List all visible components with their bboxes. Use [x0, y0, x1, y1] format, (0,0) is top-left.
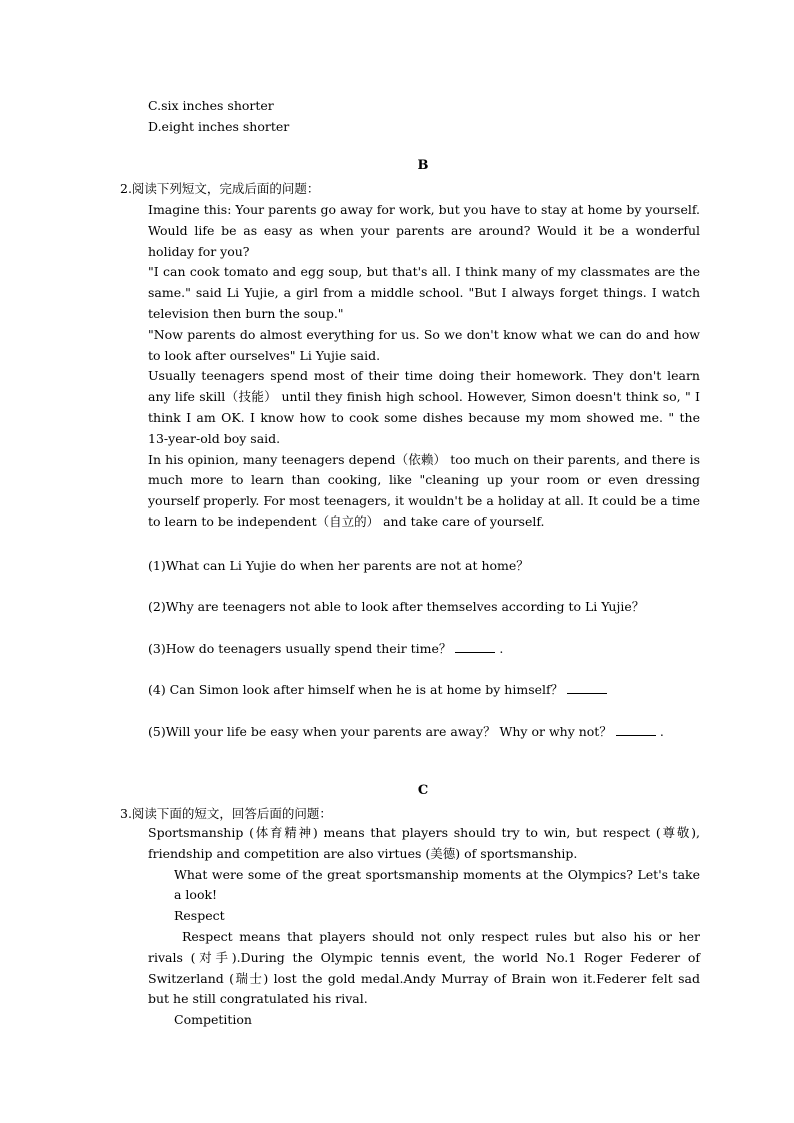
- question-3-text: (3)How do teenagers usually spend their time？: [148, 641, 452, 656]
- question-5-text: (5)Will your life be easy when your parents are away？ Why or why not？: [148, 724, 612, 739]
- answer-blank[interactable]: [616, 723, 656, 736]
- passage-paragraph: [148, 865, 700, 907]
- passage-text: What were some of the great sportsmanship moments at the Olympics? Let's take a look!: [174, 866, 700, 903]
- question-2: (2)Why are teenagers not able to look after themselves according to Li Yujie？: [148, 599, 645, 614]
- passage-paragraph: In his opinion, many teenagers depend（依赖） too much on their parents, and there is much more to learn than cooking, like "cleaning up your room or even dressing yourself properly. For most teenagers, it wouldn't be a holiday at all. It could be a time to learn to be independent（自立的） and take care of yourself.: [148, 451, 700, 529]
- passage-paragraph: Sportsmanship (体育精神) means that players should try to win, but respect (尊敬), friendship and competition are also virtues (美德) of sportsmanship.: [148, 825, 700, 861]
- answer-blank[interactable]: [455, 640, 495, 653]
- question-5: [148, 722, 664, 740]
- option-c: C.six inches shorter: [148, 98, 274, 113]
- answer-blank[interactable]: [567, 681, 607, 694]
- passage-paragraph: "Now parents do almost everything for us. So we don't know what we can do and how to look after ourselves" Li Yujie said.: [148, 326, 700, 363]
- passage-paragraph: Respect means that players should not only respect rules but also his or her rivals (对手).During the Olympic tennis event, the world No.1 Roger Federer of Switzerland (瑞士) lost the gold medal.Andy Murray of Brain won it.Federer felt sad but he still congratulated his rival.: [148, 928, 700, 1007]
- passage-paragraph: Usually teenagers spend most of their time doing their homework. They don't learn any life skill（技能） until they finish high school. However, Simon doesn't think so, " I think I am OK. I know how to cook some dishes because my mom showed me. " the 13-year-old boy said.: [148, 368, 700, 446]
- option-d: D.eight inches shorter: [148, 119, 290, 134]
- question-1: (1)What can Li Yujie do when her parents are not at home？: [148, 558, 529, 573]
- question-3: [148, 639, 503, 657]
- passage-paragraph: Imagine this: Your parents go away for work, but you have to stay at home by yourself. Would life be as easy as when your parents are around? Would it be a wonderful holiday for you?: [148, 202, 700, 259]
- section-b-instruction: 2.阅读下列短文，完成后面的问题：: [120, 181, 320, 196]
- question-4-text: (4) Can Simon look after himself when he is at home by himself？: [148, 682, 564, 697]
- passage-paragraph: "I can cook tomato and egg soup, but that's all. I think many of my classmates are the same." said Li Yujie, a girl from a middle school. "But I always forget things. I watch television then burn the soup.": [148, 264, 700, 321]
- section-c-instruction: 3.阅读下面的短文，回答后面的问题：: [120, 806, 332, 821]
- section-b-heading: B: [417, 158, 429, 173]
- subheading-competition: Competition: [174, 1012, 252, 1028]
- period: .: [659, 724, 664, 739]
- period: .: [499, 641, 504, 656]
- section-c-passage: [148, 823, 700, 1031]
- section-c-heading: C: [417, 783, 429, 798]
- section-b-passage: [148, 200, 700, 533]
- subheading-respect: Respect: [174, 908, 225, 924]
- question-4: [148, 680, 607, 698]
